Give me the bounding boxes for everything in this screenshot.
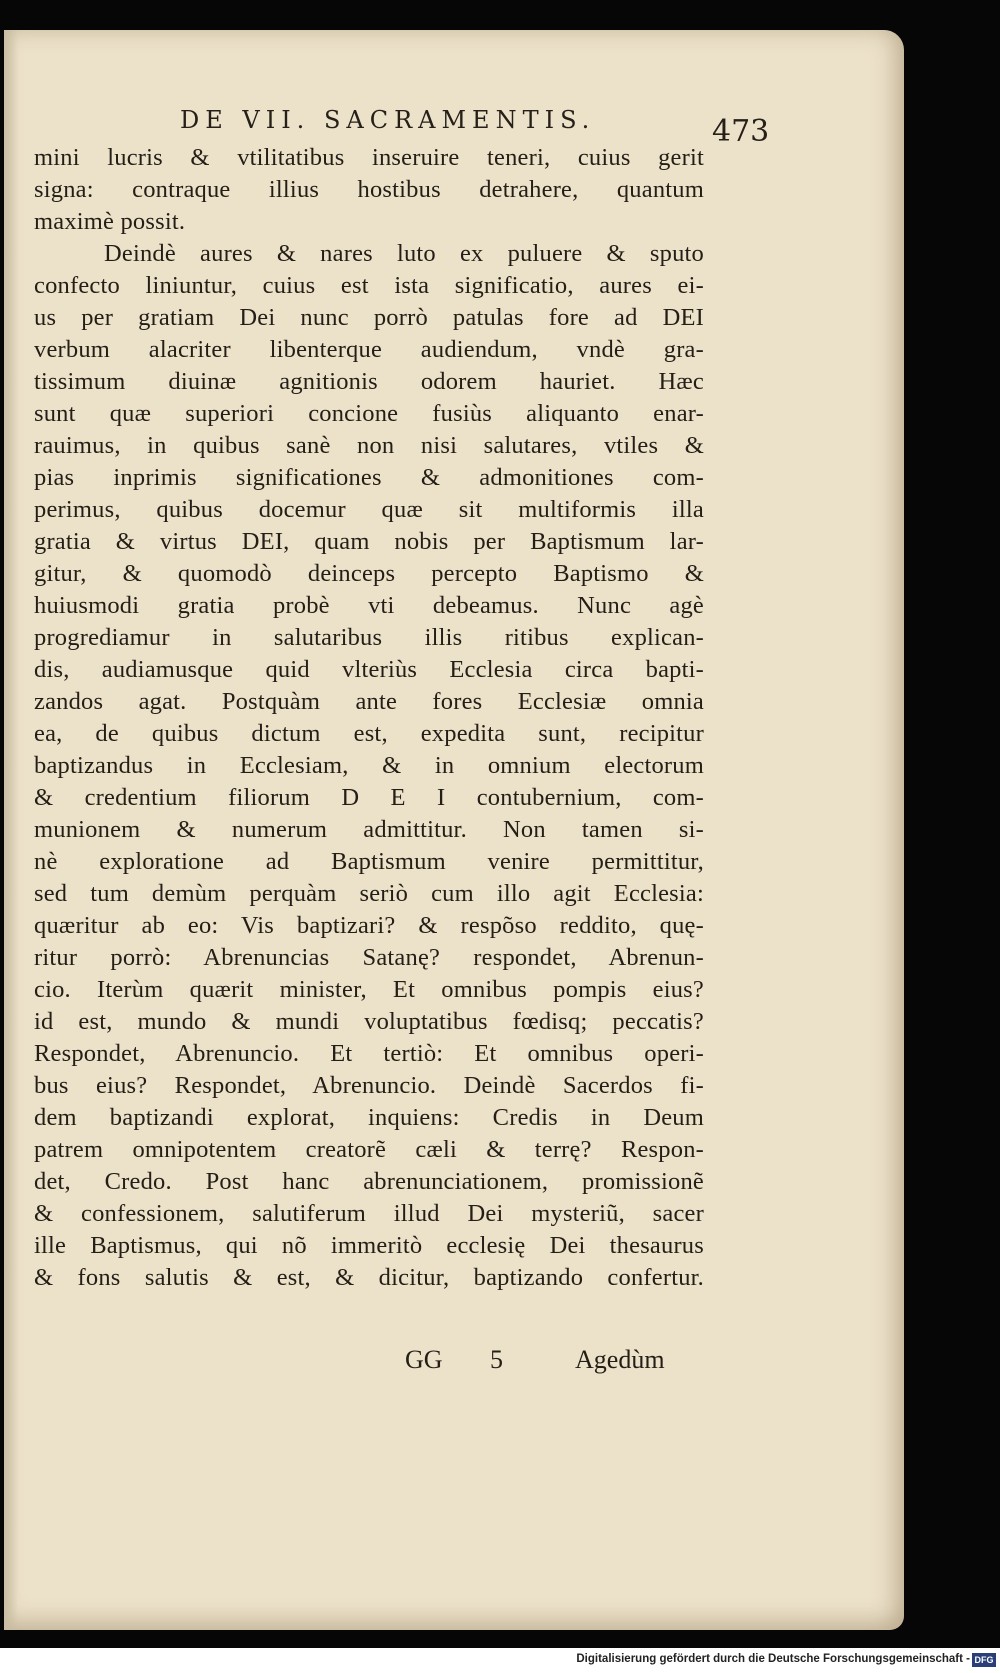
text-line: sunt quæ superiori concione fusiùs aliquanto enar- [34, 400, 704, 427]
text-line: mini lucris & vtilitatibus inseruire teneri, cuius gerit [34, 144, 704, 171]
running-head: DE VII. SACRAMENTIS. [180, 106, 596, 134]
text-line: & credentium filiorum D E I contubernium, com- [34, 784, 704, 811]
funding-credit: Digitalisierung gefördert durch die Deutsche Forschungsgemeinschaft - [576, 1653, 970, 1665]
text-line: dis, audiamusque quid vlteriùs Ecclesia circa bapti- [34, 656, 704, 683]
text-line: sed tum demùm perquàm seriò cum illo agit Ecclesia: [34, 880, 704, 907]
gathering-number: 5 [490, 1345, 503, 1374]
text-line: Respondet, Abrenuncio. Et tertiò: Et omnibus operi- [34, 1040, 704, 1067]
text-line: progrediamur in salutaribus illis ritibus explican- [34, 624, 704, 651]
text-line: id est, mundo & mundi voluptatibus fœdisq; peccatis? [34, 1008, 704, 1035]
text-line: bus eius? Respondet, Abrenuncio. Deindè Sacerdos fi- [34, 1072, 704, 1099]
text-line: us per gratiam Dei nunc porrò patulas fore ad DEI [34, 304, 704, 331]
text-line: cio. Iterùm quærit minister, Et omnibus pompis eius? [34, 976, 704, 1003]
text-line: baptizandus in Ecclesiam, & in omnium electorum [34, 752, 704, 779]
text-line: quæritur ab eo: Vis baptizari? & respõso reddito, quę- [34, 912, 704, 939]
page-gutter-shadow [4, 30, 18, 1630]
text-line: & confessionem, salutiferum illud Dei mysteriũ, sacer [34, 1200, 704, 1227]
signature-mark: GG [405, 1345, 443, 1374]
text-line: zandos agat. Postquàm ante fores Ecclesiæ omnia [34, 688, 704, 715]
text-line: & fons salutis & est, & dicitur, baptizando confertur. [34, 1264, 704, 1291]
text-line: ea, de quibus dictum est, expedita sunt, recipitur [34, 720, 704, 747]
catchword: Agedùm [575, 1345, 665, 1374]
text-line: ritur porrò: Abrenuncias Satanę? respondet, Abrenun- [34, 944, 704, 971]
text-line: dem baptizandi explorat, inquiens: Credis in Deum [34, 1104, 704, 1131]
text-line: verbum alacriter libenterque audiendum, vndè gra- [34, 336, 704, 363]
text-line: confecto liniuntur, cuius est ista significatio, aures ei- [34, 272, 704, 299]
text-line: det, Credo. Post hanc abrenunciationem, promissionẽ [34, 1168, 704, 1195]
text-line: huiusmodi gratia probè vti debeamus. Nunc agè [34, 592, 704, 619]
text-line: patrem omnipotentem creatorẽ cæli & terrę? Respon- [34, 1136, 704, 1163]
page-number: 473 [712, 114, 770, 149]
text-line: gratia & virtus DEI, quam nobis per Baptismum lar- [34, 528, 704, 555]
text-line: signa: contraque illius hostibus detrahere, quantum [34, 176, 704, 203]
text-line: rauimus, in quibus sanè non nisi salutares, vtiles & [34, 432, 704, 459]
text-line: Deindè aures & nares luto ex puluere & sputo [104, 240, 704, 267]
dfg-logo-icon: DFG [972, 1653, 996, 1667]
text-line: ille Baptismus, qui nõ immeritò ecclesię Dei thesaurus [34, 1232, 704, 1259]
body-text [34, 142, 704, 1294]
text-line: perimus, quibus docemur quæ sit multiformis illa [34, 496, 704, 523]
text-line: tissimum diuinæ agnitionis odorem hauriet. Hæc [34, 368, 704, 395]
text-line: pias inprimis significationes & admonitiones com- [34, 464, 704, 491]
text-line: nè exploratione ad Baptismum venire permittitur, [34, 848, 704, 875]
text-line: gitur, & quomodò deinceps percepto Baptismo & [34, 560, 704, 587]
digitization-footer [0, 1648, 1000, 1673]
text-line: munionem & numerum admittitur. Non tamen si- [34, 816, 704, 843]
text-line: maximè possit. [34, 208, 186, 235]
